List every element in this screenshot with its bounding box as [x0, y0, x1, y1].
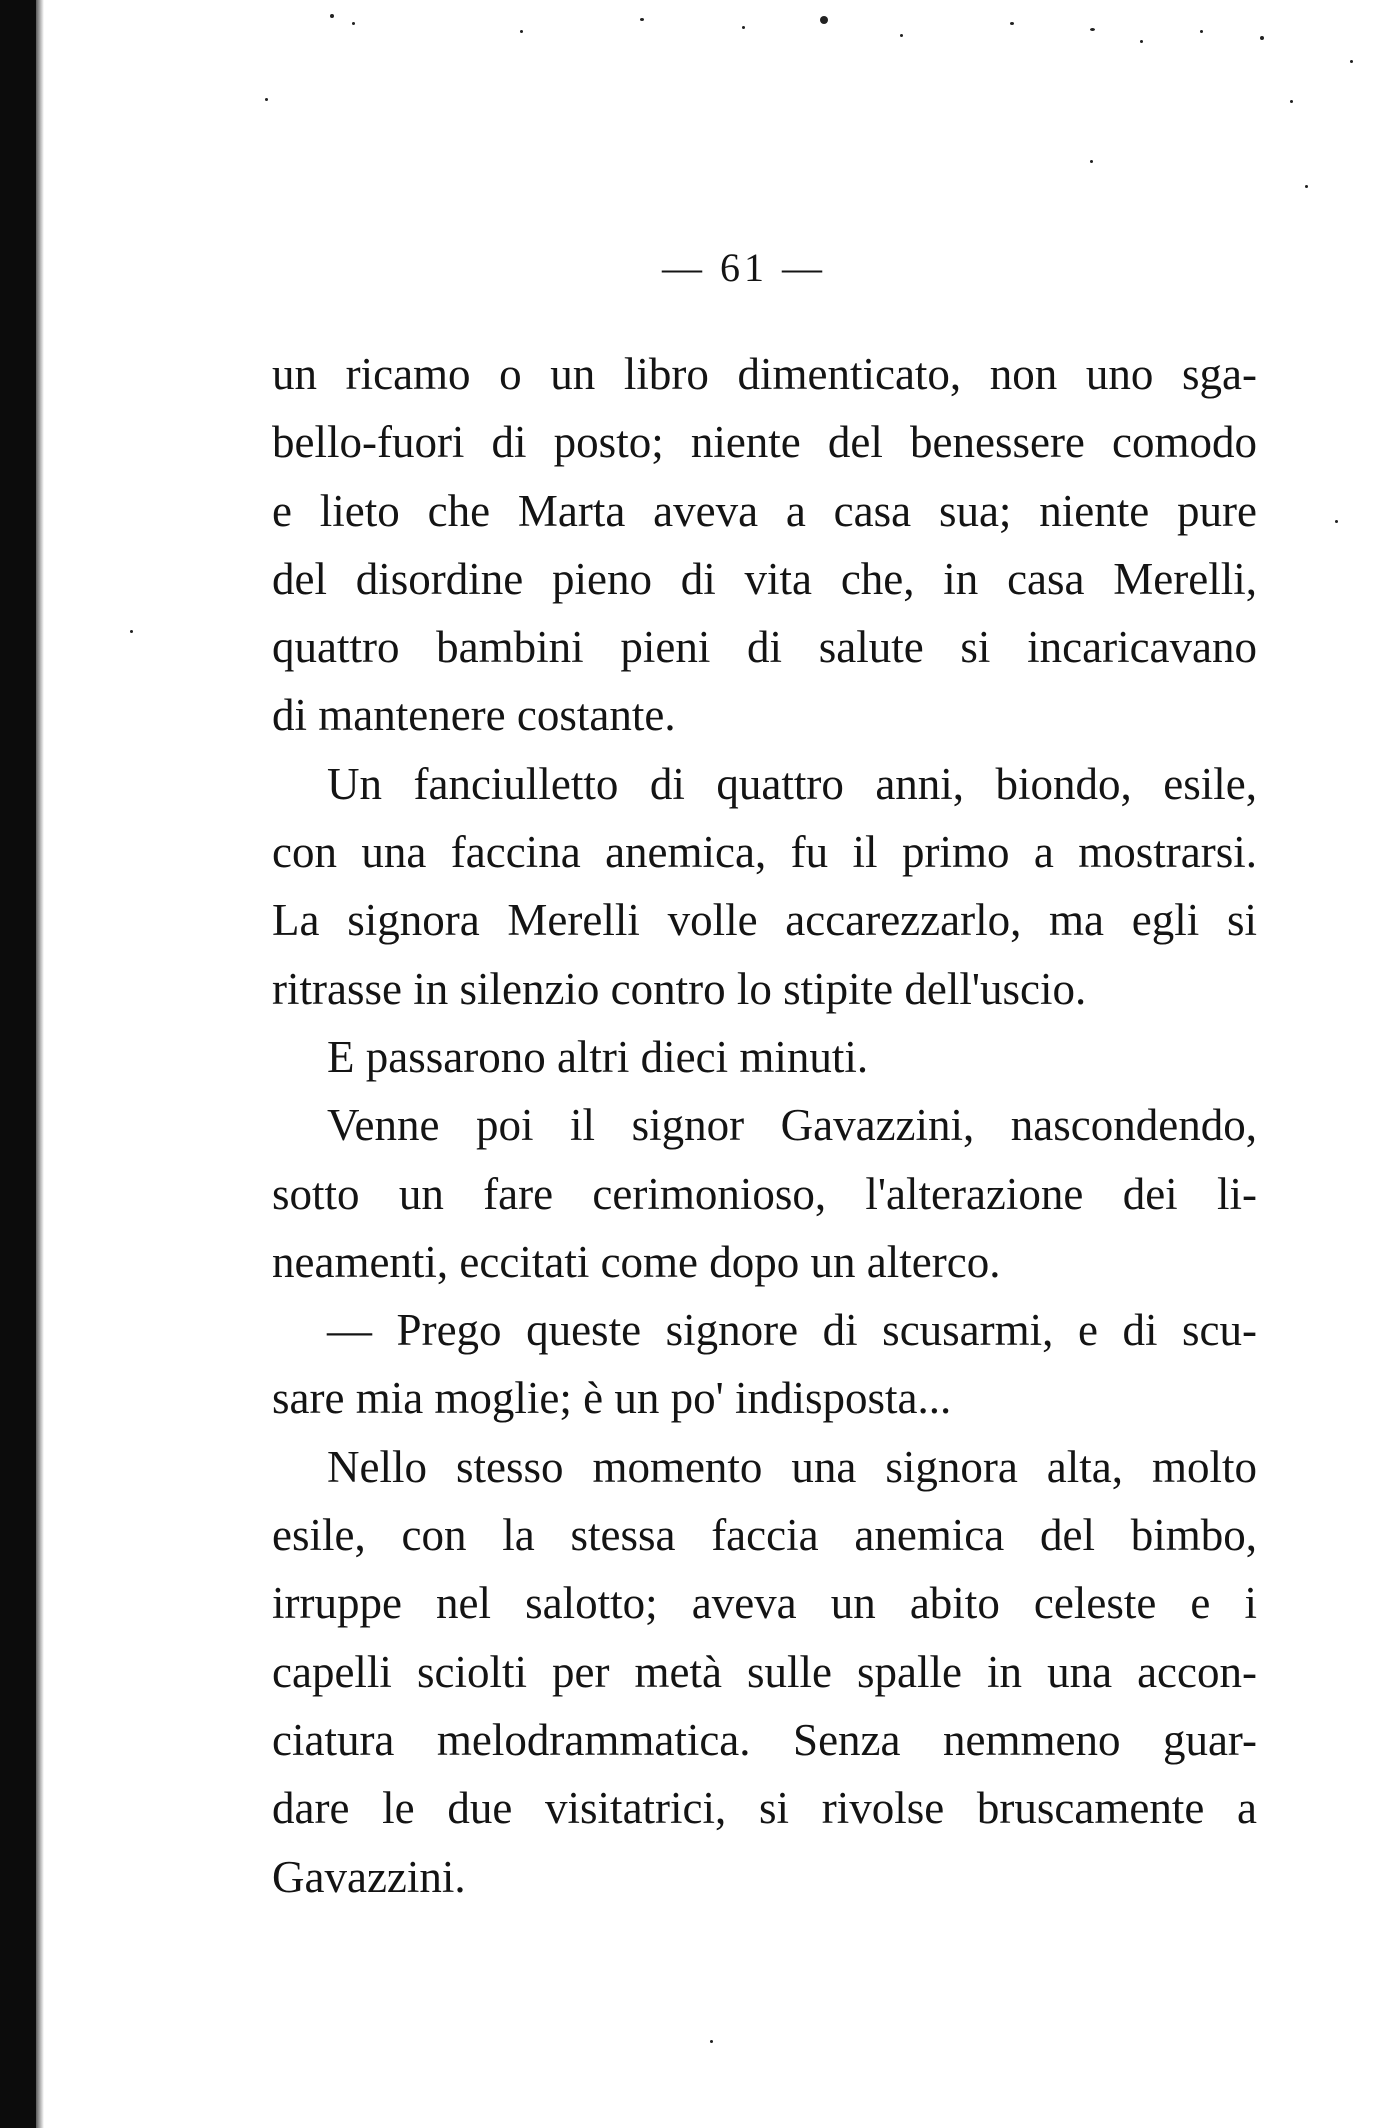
body-text — [272, 340, 1257, 1911]
text-line: Un fanciulletto di quattro anni, biondo, esile, — [327, 758, 1257, 809]
text-line: Venne poi il signor Gavazzini, nascondendo, — [327, 1100, 1257, 1151]
text-line: con una faccina anemica, fu il primo a mostrarsi. — [272, 827, 1257, 878]
text-line: un ricamo o un libro dimenticato, non uno sga- — [272, 349, 1257, 399]
text-line: irruppe nel salotto; aveva un abito celeste e i — [272, 1578, 1257, 1629]
text-line: esile, con la stessa faccia anemica del bimbo, — [272, 1510, 1257, 1561]
text-line: neamenti, eccitati come dopo un alterco. — [272, 1236, 1001, 1287]
text-line: Nello stesso momento una signora alta, molto — [327, 1441, 1257, 1492]
text-line: sotto un fare cerimonioso, l'alterazione dei li- — [272, 1168, 1257, 1219]
text-line: bello-fuori di posto; niente del benessere comodo — [272, 417, 1257, 468]
text-line: ciatura melodrammatica. Senza nemmeno guar- — [272, 1714, 1257, 1765]
text-line: capelli sciolti per metà sulle spalle in una accon- — [272, 1646, 1257, 1697]
text-line: di mantenere costante. — [272, 690, 676, 741]
text-line: dare le due visitatrici, si rivolse bruscamente a — [272, 1783, 1257, 1834]
text-line: quattro bambini pieni di salute si incaricavano — [272, 622, 1257, 673]
text-line: ritrasse in silenzio contro lo stipite dell'uscio. — [272, 963, 1087, 1014]
text-line: Gavazzini. — [272, 1851, 466, 1902]
text-line: sare mia moglie; è un po' indisposta... — [272, 1373, 952, 1424]
page-number: — 61 — — [662, 245, 826, 290]
text-line: e lieto che Marta aveva a casa sua; niente pure — [272, 485, 1257, 536]
text-line: E passarono altri dieci minuti. — [327, 1031, 869, 1082]
text-line: La signora Merelli volle accarezzarlo, ma egli si — [272, 895, 1257, 946]
text-line: del disordine pieno di vita che, in casa Merelli, — [272, 553, 1257, 604]
text-line: — Prego queste signore di scusarmi, e di scu- — [327, 1305, 1257, 1356]
page-binding-edge — [0, 0, 36, 2128]
